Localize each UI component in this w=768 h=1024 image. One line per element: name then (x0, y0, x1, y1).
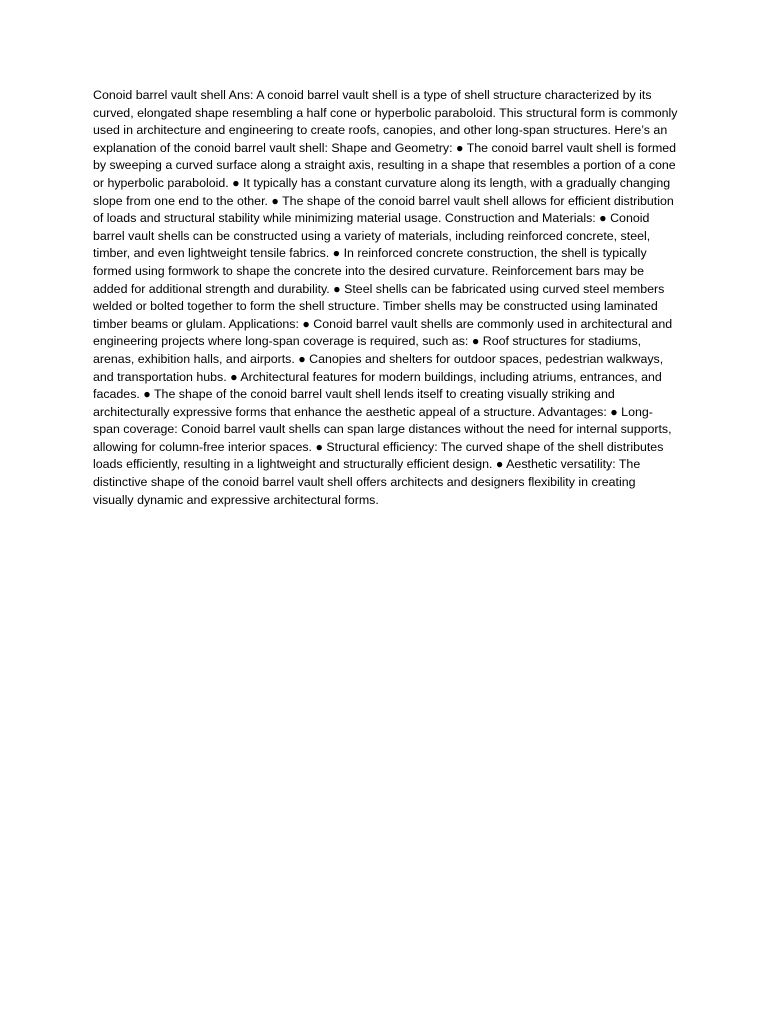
body-paragraph: Conoid barrel vault shell Ans: A conoid barrel vault shell is a type of shell structure characterized by its curved, elongated shape resembling a half cone or hyperbolic paraboloid. This structural form is commonly used in architecture and engineering to create roofs, canopies, and other long-span structures. Here’s an explanation of the conoid barrel vault shell: Shape and Geometry: ● The conoid barrel vault shell is formed by sweeping a curved surface along a straight axis, resulting in a shape that resembles a portion of a cone or hyperbolic paraboloid. ● It typically has a constant curvature along its length, with a gradually changing slope from one end to the other. ● The shape of the conoid barrel vault shell allows for efficient distribution of loads and structural stability while minimizing material usage. Construction and Materials: ● Conoid barrel vault shells can be constructed using a variety of materials, including reinforced concrete, steel, timber, and even lightweight tensile fabrics. ● In reinforced concrete construction, the shell is typically formed using formwork to shape the concrete into the desired curvature. Reinforcement bars may be added for additional strength and durability. ● Steel shells can be fabricated using curved steel members welded or bolted together to form the shell structure. Timber shells may be constructed using laminated timber beams or glulam. Applications: ● Conoid barrel vault shells are commonly used in architectural and engineering projects where long-span coverage is required, such as: ● Roof structures for stadiums, arenas, exhibition halls, and airports. ● Canopies and shelters for outdoor spaces, pedestrian walkways, and transportation hubs. ● Architectural features for modern buildings, including atriums, entrances, and facades. ● The shape of the conoid barrel vault shell lends itself to creating visually striking and architecturally expressive forms that enhance the aesthetic appeal of a structure. Advantages: ● Long-span coverage: Conoid barrel vault shells can span large distances without the need for internal supports, allowing for column-free interior spaces. ● Structural efficiency: The curved shape of the shell distributes loads efficiently, resulting in a lightweight and structurally efficient design. ● Aesthetic versatility: The distinctive shape of the conoid barrel vault shell offers architects and designers flexibility in creating visually dynamic and expressive architectural forms. (93, 88, 678, 507)
